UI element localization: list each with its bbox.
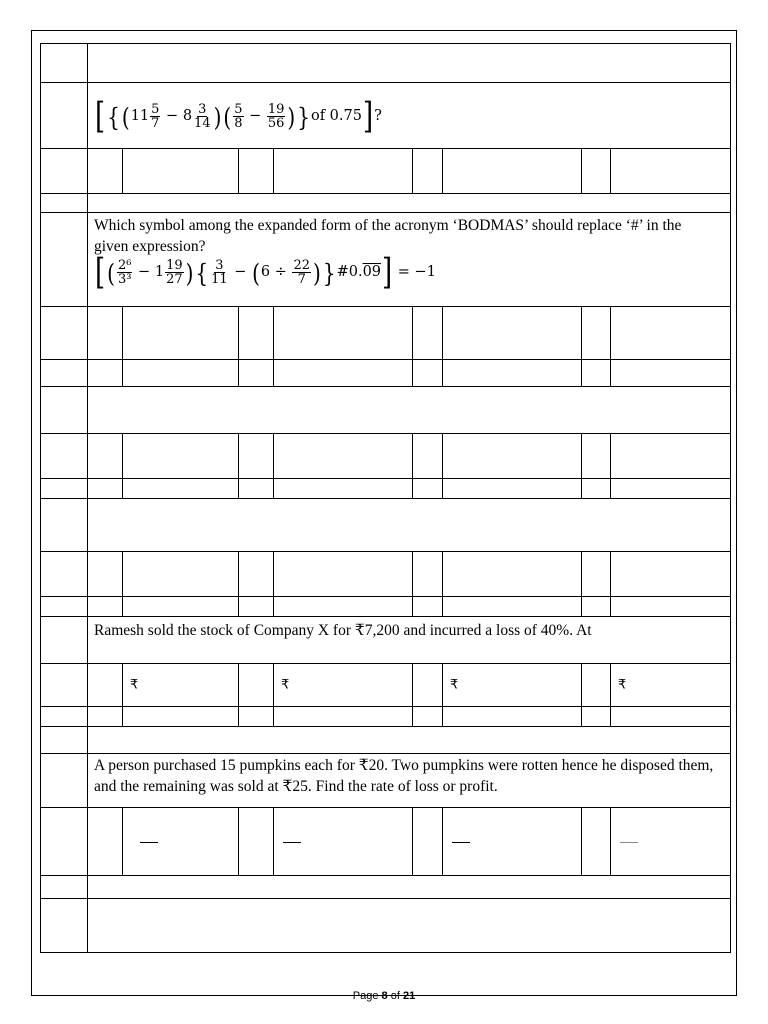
options-row [40, 807, 731, 875]
table-row [40, 212, 731, 306]
question-table [40, 43, 731, 953]
table-row [40, 498, 731, 551]
options-row [40, 306, 731, 359]
rupee-symbol: ₹ [450, 677, 459, 693]
table-row [40, 193, 731, 212]
fraction-bar [620, 842, 638, 843]
table-row [40, 82, 731, 148]
question-text-2: Which symbol among the expanded form of the acronym ‘BODMAS’ should replace ‘#’ in the given expression? [94, 217, 682, 255]
question-text-4: A person purchased 15 pumpkins each for ₹20. Two pumpkins were rotten hence he disposed them, and the remaining was sold at ₹25. Find the rate of loss or profit. [94, 757, 714, 795]
table-row [40, 726, 731, 753]
table-row [40, 616, 731, 663]
options-row [40, 433, 731, 478]
table-row [40, 898, 731, 953]
table-row [40, 706, 731, 726]
options-row [40, 148, 731, 193]
question-expression-1: [ { ( 11 $\frac{5}{7}$ − 8 $\frac{3}{14}$ ) ( $\frac{5}{8}$ − $\frac{19}{56}$ ) } of 0.75 ] ? [95, 96, 382, 137]
fraction-bar [452, 842, 470, 843]
table-row [40, 753, 731, 807]
question-text-3: Ramesh sold the stock of Company X for ₹7,200 and incurred a loss of 40%. At [94, 622, 592, 639]
fraction-bar [283, 842, 301, 843]
options-row [40, 663, 731, 706]
table-row [40, 478, 731, 498]
table-row [40, 359, 731, 386]
page-number: Page 8 of 21 [352, 990, 416, 1002]
rupee-symbol: ₹ [130, 677, 139, 693]
question-expression-2: [ ( $\frac{\text{2⁶}}{\text{3³}}$ − 1 $\frac{19}{27}$ ) { $\frac{3}{11}$ − ( 6 ÷ $\frac{22}{7}$ ) } #0. 09 ] = −1 [95, 252, 436, 293]
table-row [40, 386, 731, 433]
table-row [40, 43, 731, 82]
rupee-symbol: ₹ [618, 677, 627, 693]
rupee-symbol: ₹ [281, 677, 290, 693]
table-row [40, 875, 731, 898]
options-row [40, 551, 731, 596]
table-row [40, 596, 731, 616]
fraction-bar [140, 842, 158, 843]
